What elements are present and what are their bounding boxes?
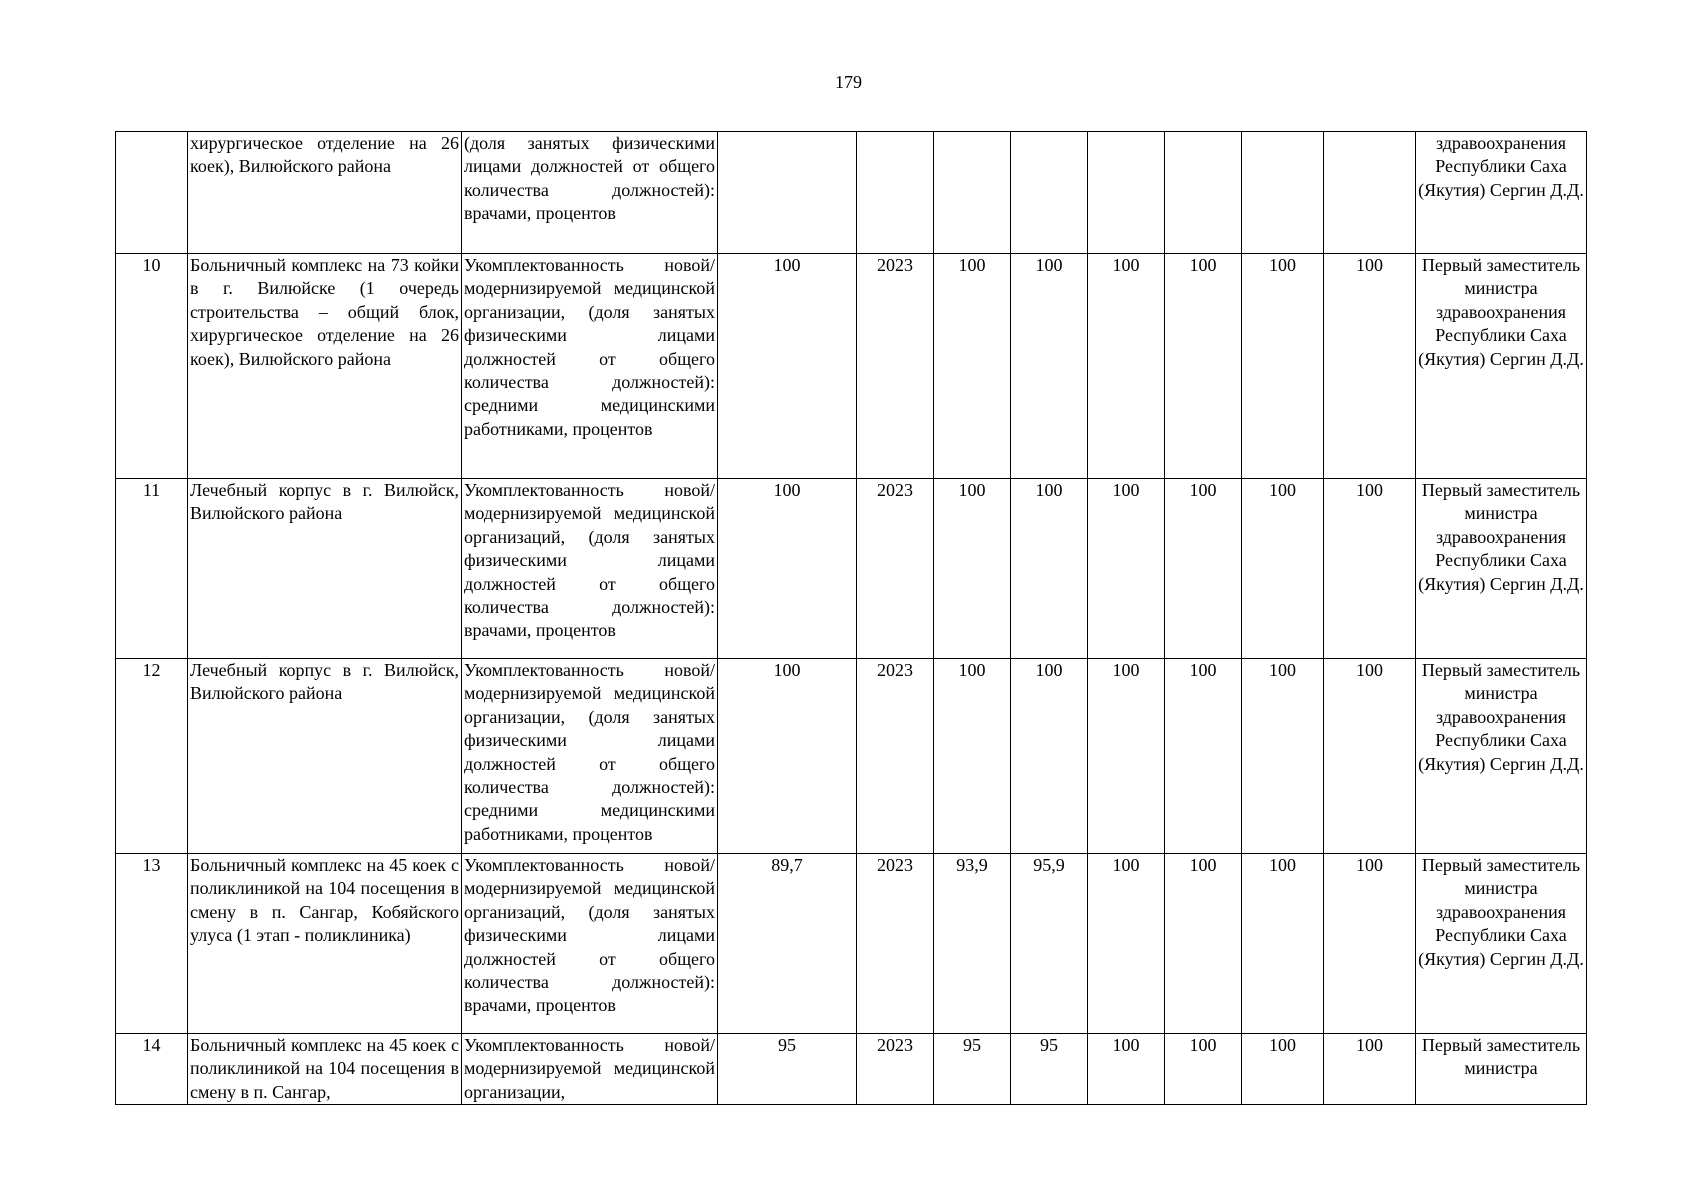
base-year [857,132,934,254]
value-6: 100 [1324,1034,1416,1105]
table-row [116,254,1587,479]
value-3 [1088,132,1165,254]
value-1 [934,132,1011,254]
row-number: 12 [116,659,188,854]
base-value: 89,7 [718,854,857,1034]
base-year: 2023 [857,479,934,659]
value-5: 100 [1242,479,1324,659]
table-row [116,479,1587,659]
value-1: 100 [934,254,1011,479]
value-2: 100 [1011,254,1088,479]
value-4: 100 [1165,479,1242,659]
base-value: 100 [718,659,857,854]
value-5: 100 [1242,1034,1324,1105]
value-3: 100 [1088,254,1165,479]
value-3: 100 [1088,1034,1165,1105]
row-number: 11 [116,479,188,659]
row-number: 14 [116,1034,188,1105]
row-number: 10 [116,254,188,479]
value-5: 100 [1242,854,1324,1034]
table-row [116,1034,1587,1105]
object-name: Лечебный корпус в г. Вилюйск, Вилюйского района [188,659,462,854]
value-5 [1242,132,1324,254]
base-value: 100 [718,254,857,479]
indicator-name: (доля занятых физическими лицами должностей от общего количества должностей): врачами, процентов [462,132,718,254]
object-name: Больничный комплекс на 73 койки в г. Вилюйске (1 очередь строительства – общий блок, хирургическое отделение на 26 коек), Вилюйского района [188,254,462,479]
value-3: 100 [1088,479,1165,659]
value-6: 100 [1324,659,1416,854]
responsible-person: Первый заместитель министра здравоохранения Республики Саха (Якутия) Сергин Д.Д. [1416,254,1587,479]
value-2: 95 [1011,1034,1088,1105]
table-row [116,132,1587,254]
value-2 [1011,132,1088,254]
value-1: 100 [934,479,1011,659]
indicator-name: Укомплектованность новой/модернизируемой медицинской организации, [462,1034,718,1105]
value-3: 100 [1088,854,1165,1034]
row-number: 13 [116,854,188,1034]
base-year: 2023 [857,854,934,1034]
object-name: хирургическое отделение на 26 коек), Вилюйского района [188,132,462,254]
base-value [718,132,857,254]
value-4: 100 [1165,659,1242,854]
base-year: 2023 [857,254,934,479]
base-value: 100 [718,479,857,659]
responsible-person: здравоохранения Республики Саха (Якутия) Сергин Д.Д. [1416,132,1587,254]
base-year: 2023 [857,1034,934,1105]
value-4: 100 [1165,254,1242,479]
responsible-person: Первый заместитель министра здравоохранения Республики Саха (Якутия) Сергин Д.Д. [1416,659,1587,854]
value-6 [1324,132,1416,254]
value-1: 95 [934,1034,1011,1105]
indicators-table [115,131,1587,1105]
value-4: 100 [1165,854,1242,1034]
indicator-name: Укомплектованность новой/модернизируемой медицинской организаций, (доля занятых физическими лицами должностей от общего количества должностей): врачами, процентов [462,854,718,1034]
value-6: 100 [1324,254,1416,479]
value-5: 100 [1242,659,1324,854]
base-year: 2023 [857,659,934,854]
value-6: 100 [1324,479,1416,659]
object-name: Лечебный корпус в г. Вилюйск, Вилюйского района [188,479,462,659]
value-6: 100 [1324,854,1416,1034]
value-2: 100 [1011,479,1088,659]
value-2: 95,9 [1011,854,1088,1034]
table-row [116,659,1587,854]
responsible-person: Первый заместитель министра здравоохранения Республики Саха (Якутия) Сергин Д.Д. [1416,479,1587,659]
value-4: 100 [1165,1034,1242,1105]
value-1: 93,9 [934,854,1011,1034]
indicator-name: Укомплектованность новой/модернизируемой медицинской организации, (доля занятых физическими лицами должностей от общего количества должностей): средними медицинскими работниками, процентов [462,254,718,479]
responsible-person: Первый заместитель министра здравоохранения Республики Саха (Якутия) Сергин Д.Д. [1416,854,1587,1034]
value-2: 100 [1011,659,1088,854]
row-number [116,132,188,254]
object-name: Больничный комплекс на 45 коек с поликлиникой на 104 посещения в смену в п. Сангар, Кобяйского улуса (1 этап - поликлиника) [188,854,462,1034]
page-number: 179 [835,72,862,92]
responsible-person: Первый заместитель министра [1416,1034,1587,1105]
object-name: Больничный комплекс на 45 коек с поликлиникой на 104 посещения в смену в п. Сангар, [188,1034,462,1105]
base-value: 95 [718,1034,857,1105]
value-4 [1165,132,1242,254]
value-3: 100 [1088,659,1165,854]
value-1: 100 [934,659,1011,854]
value-5: 100 [1242,254,1324,479]
indicator-name: Укомплектованность новой/модернизируемой медицинской организации, (доля занятых физическими лицами должностей от общего количества должностей): средними медицинскими работниками, процентов [462,659,718,854]
table-row [116,854,1587,1034]
indicator-name: Укомплектованность новой/модернизируемой медицинской организаций, (доля занятых физическими лицами должностей от общего количества должностей): врачами, процентов [462,479,718,659]
